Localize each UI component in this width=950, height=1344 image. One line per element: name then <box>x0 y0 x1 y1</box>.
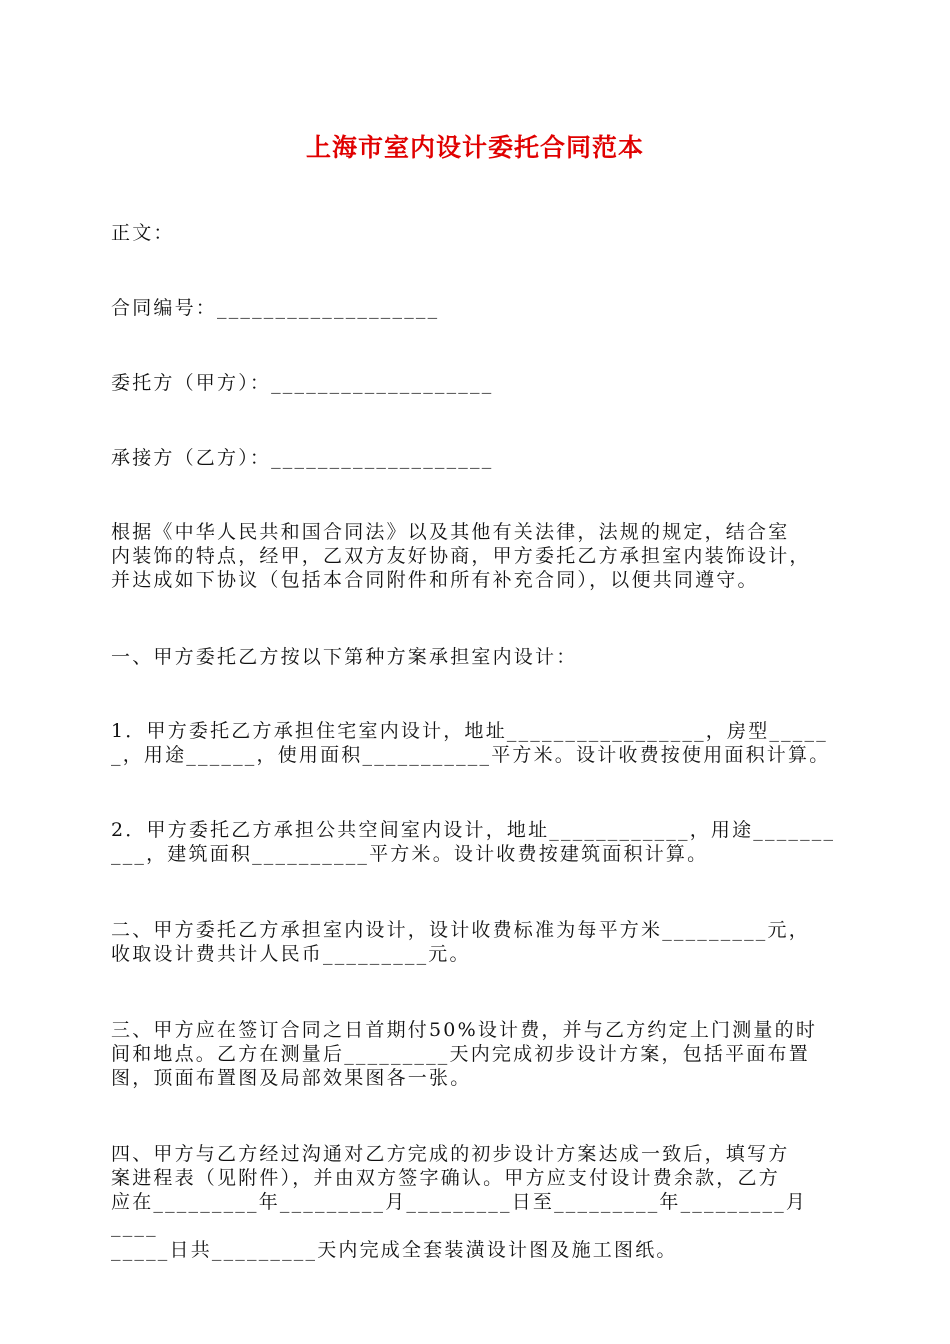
contract-number-field: 合同编号：___________________ <box>111 297 440 319</box>
party-b-field: 承接方（乙方）：___________________ <box>111 447 494 469</box>
clause-1-residential: 1．甲方委托乙方承担住宅室内设计，地址_________________，房型_____ _，用途______，使用面积___________平方米。设计收费按使用面积计算。 <box>111 720 831 766</box>
section-one-heading: 一、甲方委托乙方按以下第种方案承担室内设计： <box>111 646 578 668</box>
section-two-fee: 二、甲方委托乙方承担室内设计，设计收费标准为每平方米_________元， 收取设计费共计人民币_________元。 <box>111 919 810 965</box>
preamble-paragraph: 根据《中华人民共和国合同法》以及其他有关法律，法规的规定，结合室 内装饰的特点，经甲，乙双方友好协商，甲方委托乙方承担室内装饰设计， 并达成如下协议（包括本合同附件和所有补充合同），以便共同遵守。 <box>111 521 811 591</box>
clause-2-public-space: 2．甲方委托乙方承担公共空间室内设计，地址____________，用途_______ ___，建筑面积__________平方米。设计收费按建筑面积计算。 <box>111 819 836 865</box>
section-three-payment: 三、甲方应在签订合同之日首期付50%设计费，并与乙方约定上门测量的时 间和地点。乙方在测量后_________天内完成初步设计方案，包括平面布置 图，顶面布置图及局部效果图各一张。 <box>111 1019 818 1089</box>
body-label: 正文： <box>111 222 175 244</box>
party-a-field: 委托方（甲方）：___________________ <box>111 372 494 394</box>
document-title: 上海市室内设计委托合同范本 <box>305 133 644 162</box>
section-four-schedule: 四、甲方与乙方经过沟通对乙方完成的初步设计方案达成一致后，填写方 案进程表（见附件），并由双方签字确认。甲方应支付设计费余款，乙方 应在_________年_________月_________日至_________年_________月____ _____日共_________天内完成全套装潢设计图及施工图纸。 <box>111 1143 808 1261</box>
